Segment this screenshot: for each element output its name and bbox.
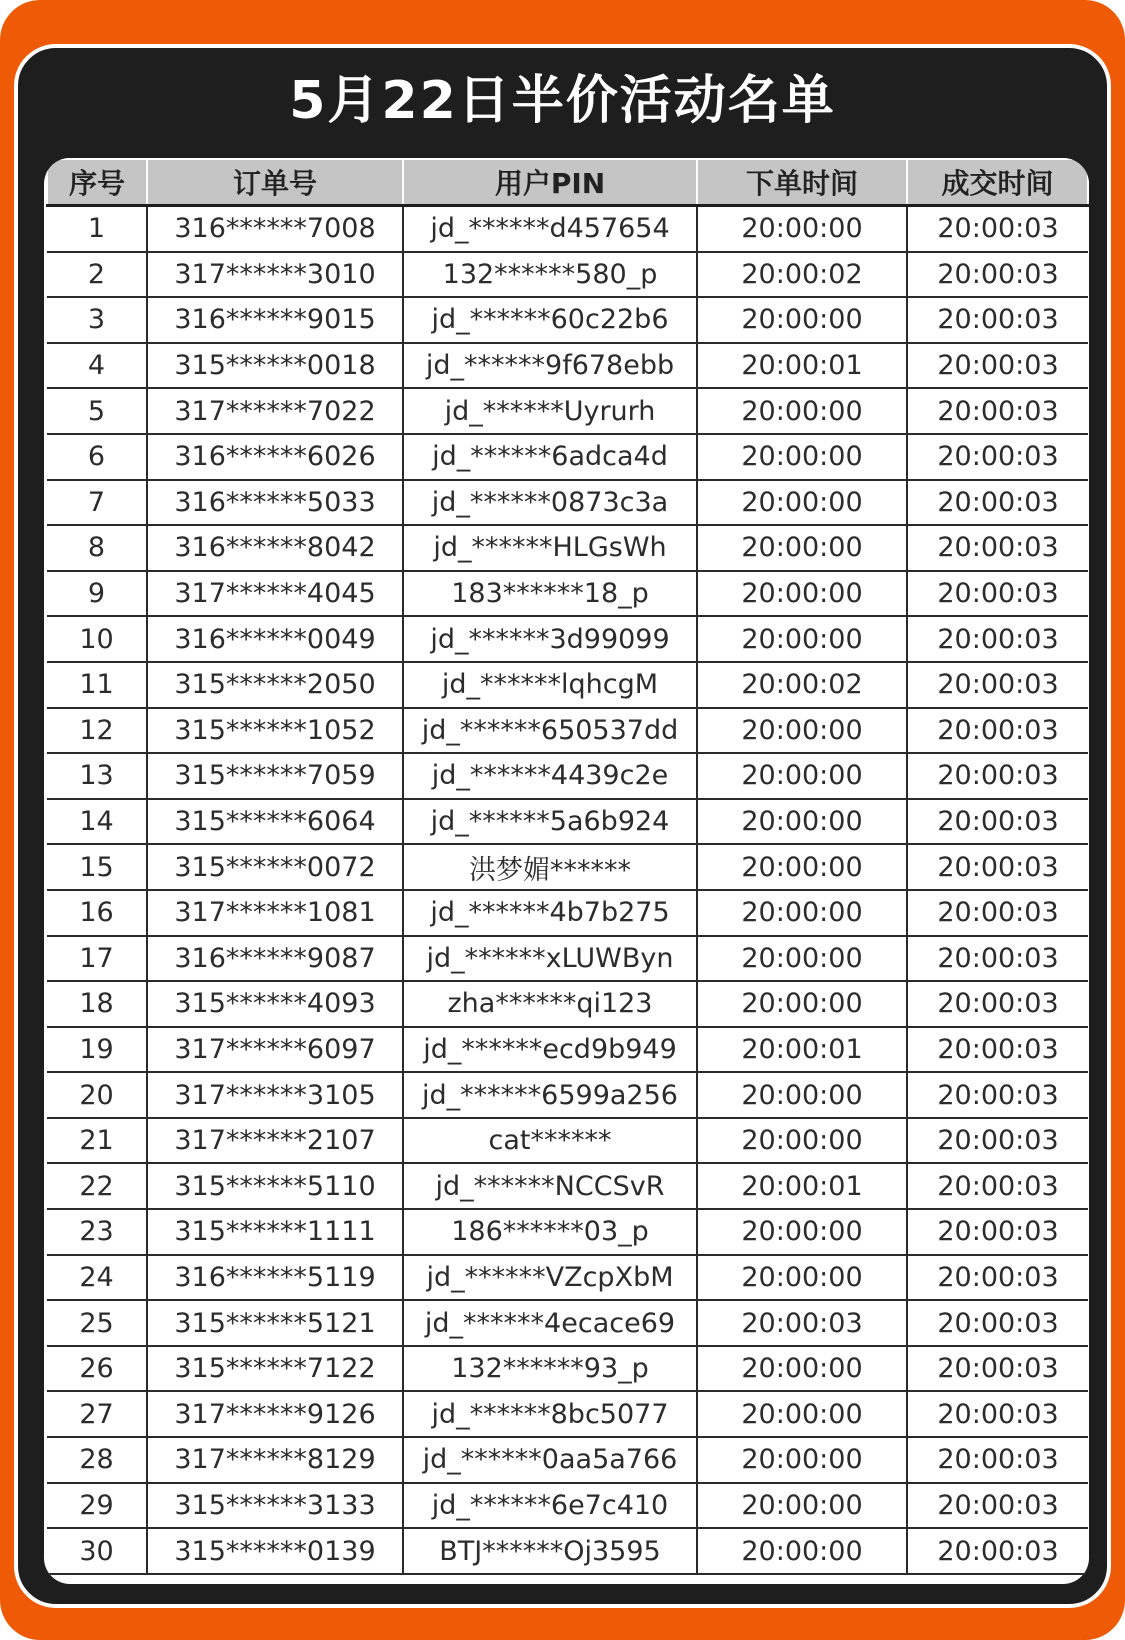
cell-deal-time: 20:00:03	[907, 662, 1088, 708]
table-row	[47, 1300, 1088, 1346]
table-row	[47, 1437, 1088, 1483]
cell-order-number: 317******7022	[147, 388, 403, 434]
cell-order-number: 315******0139	[147, 1528, 403, 1574]
cell-deal-time: 20:00:03	[907, 1255, 1088, 1301]
cell-order-time: 20:00:00	[697, 981, 907, 1027]
cell-deal-time: 20:00:03	[907, 844, 1088, 890]
cell-order-time: 20:00:00	[697, 1391, 907, 1437]
cell-index: 1	[47, 206, 147, 252]
table-row	[47, 434, 1088, 480]
cell-deal-time: 20:00:03	[907, 1209, 1088, 1255]
cell-order-number: 317******8129	[147, 1437, 403, 1483]
cell-order-number: 315******5110	[147, 1163, 403, 1209]
cell-user-pin: jd_******Uyrurh	[403, 388, 697, 434]
cell-order-time: 20:00:03	[697, 1300, 907, 1346]
page-title: 5月22日半价活动名单	[289, 71, 836, 131]
cell-order-number: 315******1111	[147, 1209, 403, 1255]
table-row	[47, 1027, 1088, 1073]
cell-index: 14	[47, 799, 147, 845]
cell-order-number: 315******0018	[147, 343, 403, 389]
table-row	[47, 844, 1088, 890]
table-row	[47, 1391, 1088, 1437]
table-row	[47, 1072, 1088, 1118]
cell-deal-time: 20:00:03	[907, 343, 1088, 389]
cell-order-time: 20:00:00	[697, 936, 907, 982]
cell-order-time: 20:00:00	[697, 388, 907, 434]
cell-index: 7	[47, 480, 147, 526]
cell-order-number: 316******0049	[147, 616, 403, 662]
cell-index: 2	[47, 252, 147, 298]
cell-user-pin: jd_******lqhcgM	[403, 662, 697, 708]
table-header-row	[47, 159, 1088, 206]
cell-deal-time: 20:00:03	[907, 890, 1088, 936]
table-row	[47, 1528, 1088, 1574]
cell-deal-time: 20:00:03	[907, 297, 1088, 343]
cell-index: 23	[47, 1209, 147, 1255]
cell-deal-time: 20:00:03	[907, 1163, 1088, 1209]
cell-index: 29	[47, 1483, 147, 1529]
table-row	[47, 388, 1088, 434]
table-row	[47, 252, 1088, 298]
table-row	[47, 206, 1088, 252]
cell-user-pin: 183******18_p	[403, 571, 697, 617]
cell-user-pin: 洪梦媚******	[403, 844, 697, 890]
cell-user-pin: jd_******xLUWByn	[403, 936, 697, 982]
cell-deal-time: 20:00:03	[907, 1528, 1088, 1574]
cell-deal-time: 20:00:03	[907, 936, 1088, 982]
winners-table	[46, 158, 1089, 1575]
cell-order-number: 317******6097	[147, 1027, 403, 1073]
cell-deal-time: 20:00:03	[907, 1027, 1088, 1073]
table-row	[47, 890, 1088, 936]
cell-order-time: 20:00:00	[697, 434, 907, 480]
cell-deal-time: 20:00:03	[907, 1483, 1088, 1529]
cell-deal-time: 20:00:03	[907, 1346, 1088, 1392]
cell-index: 19	[47, 1027, 147, 1073]
table-row	[47, 936, 1088, 982]
table-row	[47, 616, 1088, 662]
cell-index: 24	[47, 1255, 147, 1301]
cell-deal-time: 20:00:03	[907, 616, 1088, 662]
cell-order-number: 315******4093	[147, 981, 403, 1027]
cell-order-time: 20:00:00	[697, 844, 907, 890]
table-row	[47, 753, 1088, 799]
cell-order-time: 20:00:00	[697, 1437, 907, 1483]
cell-index: 20	[47, 1072, 147, 1118]
header-index: 序号	[47, 159, 147, 206]
cell-index: 17	[47, 936, 147, 982]
cell-index: 18	[47, 981, 147, 1027]
cell-user-pin: jd_******4ecace69	[403, 1300, 697, 1346]
cell-user-pin: jd_******60c22b6	[403, 297, 697, 343]
cell-order-number: 315******2050	[147, 662, 403, 708]
cell-user-pin: jd_******NCCSvR	[403, 1163, 697, 1209]
cell-order-time: 20:00:01	[697, 1027, 907, 1073]
cell-deal-time: 20:00:03	[907, 252, 1088, 298]
cell-order-time: 20:00:00	[697, 1346, 907, 1392]
cell-order-number: 315******3133	[147, 1483, 403, 1529]
cell-deal-time: 20:00:03	[907, 525, 1088, 571]
cell-deal-time: 20:00:03	[907, 799, 1088, 845]
cell-index: 27	[47, 1391, 147, 1437]
cell-order-number: 317******2107	[147, 1118, 403, 1164]
cell-index: 26	[47, 1346, 147, 1392]
table-body	[47, 206, 1088, 1574]
header-order-time: 下单时间	[697, 159, 907, 206]
table-row	[47, 1118, 1088, 1164]
cell-user-pin: jd_******9f678ebb	[403, 343, 697, 389]
cell-deal-time: 20:00:03	[907, 1391, 1088, 1437]
table-row	[47, 480, 1088, 526]
header-order-number: 订单号	[147, 159, 403, 206]
cell-order-time: 20:00:00	[697, 571, 907, 617]
cell-order-number: 316******6026	[147, 434, 403, 480]
cell-index: 22	[47, 1163, 147, 1209]
cell-index: 16	[47, 890, 147, 936]
cell-deal-time: 20:00:03	[907, 1072, 1088, 1118]
cell-order-time: 20:00:00	[697, 890, 907, 936]
cell-order-time: 20:00:02	[697, 252, 907, 298]
cell-user-pin: jd_******5a6b924	[403, 799, 697, 845]
cell-order-time: 20:00:00	[697, 1209, 907, 1255]
table-row	[47, 981, 1088, 1027]
cell-index: 9	[47, 571, 147, 617]
cell-deal-time: 20:00:03	[907, 434, 1088, 480]
cell-index: 13	[47, 753, 147, 799]
cell-order-time: 20:00:02	[697, 662, 907, 708]
cell-user-pin: jd_******0873c3a	[403, 480, 697, 526]
table-row	[47, 1483, 1088, 1529]
cell-order-number: 316******9015	[147, 297, 403, 343]
cell-index: 8	[47, 525, 147, 571]
cell-order-number: 317******9126	[147, 1391, 403, 1437]
cell-order-time: 20:00:01	[697, 343, 907, 389]
table-row	[47, 1346, 1088, 1392]
cell-order-number: 315******7059	[147, 753, 403, 799]
cell-deal-time: 20:00:03	[907, 388, 1088, 434]
cell-user-pin: jd_******650537dd	[403, 708, 697, 754]
cell-deal-time: 20:00:03	[907, 753, 1088, 799]
cell-order-number: 316******5119	[147, 1255, 403, 1301]
cell-order-number: 316******7008	[147, 206, 403, 252]
table-row	[47, 1255, 1088, 1301]
cell-order-number: 315******5121	[147, 1300, 403, 1346]
cell-index: 15	[47, 844, 147, 890]
cell-deal-time: 20:00:03	[907, 571, 1088, 617]
cell-order-number: 316******9087	[147, 936, 403, 982]
cell-deal-time: 20:00:03	[907, 1118, 1088, 1164]
cell-order-time: 20:00:00	[697, 1255, 907, 1301]
cell-order-number: 315******1052	[147, 708, 403, 754]
cell-index: 6	[47, 434, 147, 480]
table-row	[47, 343, 1088, 389]
table-row	[47, 662, 1088, 708]
cell-user-pin: 132******93_p	[403, 1346, 697, 1392]
cell-order-time: 20:00:00	[697, 480, 907, 526]
cell-order-time: 20:00:00	[697, 1118, 907, 1164]
cell-order-time: 20:00:00	[697, 1483, 907, 1529]
cell-user-pin: jd_******3d99099	[403, 616, 697, 662]
cell-user-pin: jd_******6adca4d	[403, 434, 697, 480]
cell-user-pin: zha******qi123	[403, 981, 697, 1027]
cell-index: 21	[47, 1118, 147, 1164]
cell-order-time: 20:00:00	[697, 708, 907, 754]
cell-order-time: 20:00:00	[697, 616, 907, 662]
cell-deal-time: 20:00:03	[907, 1300, 1088, 1346]
cell-index: 11	[47, 662, 147, 708]
cell-deal-time: 20:00:03	[907, 981, 1088, 1027]
cell-user-pin: jd_******VZcpXbM	[403, 1255, 697, 1301]
table-row	[47, 297, 1088, 343]
cell-user-pin: BTJ******Oj3595	[403, 1528, 697, 1574]
cell-order-time: 20:00:00	[697, 799, 907, 845]
cell-order-number: 316******5033	[147, 480, 403, 526]
cell-deal-time: 20:00:03	[907, 1437, 1088, 1483]
cell-order-time: 20:00:00	[697, 297, 907, 343]
table-row	[47, 571, 1088, 617]
cell-deal-time: 20:00:03	[907, 206, 1088, 252]
cell-user-pin: jd_******4439c2e	[403, 753, 697, 799]
cell-user-pin: jd_******4b7b275	[403, 890, 697, 936]
cell-user-pin: jd_******6599a256	[403, 1072, 697, 1118]
cell-index: 4	[47, 343, 147, 389]
cell-user-pin: 186******03_p	[403, 1209, 697, 1255]
cell-order-time: 20:00:00	[697, 206, 907, 252]
cell-user-pin: jd_******HLGsWh	[403, 525, 697, 571]
cell-order-number: 317******4045	[147, 571, 403, 617]
table-row	[47, 799, 1088, 845]
cell-order-time: 20:00:00	[697, 525, 907, 571]
cell-index: 28	[47, 1437, 147, 1483]
cell-order-number: 317******3010	[147, 252, 403, 298]
cell-order-number: 317******1081	[147, 890, 403, 936]
cell-index: 5	[47, 388, 147, 434]
cell-user-pin: jd_******ecd9b949	[403, 1027, 697, 1073]
table-row	[47, 1209, 1088, 1255]
header-deal-time: 成交时间	[907, 159, 1088, 206]
cell-order-time: 20:00:00	[697, 1528, 907, 1574]
table-container	[44, 158, 1089, 1584]
cell-user-pin: jd_******8bc5077	[403, 1391, 697, 1437]
cell-order-number: 315******7122	[147, 1346, 403, 1392]
list-panel	[14, 44, 1111, 1608]
cell-user-pin: jd_******d457654	[403, 206, 697, 252]
cell-index: 3	[47, 297, 147, 343]
cell-index: 30	[47, 1528, 147, 1574]
cell-order-number: 315******0072	[147, 844, 403, 890]
cell-order-number: 315******6064	[147, 799, 403, 845]
header-user-pin: 用户PIN	[403, 159, 697, 206]
cell-order-number: 317******3105	[147, 1072, 403, 1118]
table-row	[47, 708, 1088, 754]
cell-index: 12	[47, 708, 147, 754]
cell-order-time: 20:00:01	[697, 1163, 907, 1209]
cell-order-number: 316******8042	[147, 525, 403, 571]
table-row	[47, 1163, 1088, 1209]
cell-index: 25	[47, 1300, 147, 1346]
cell-index: 10	[47, 616, 147, 662]
cell-deal-time: 20:00:03	[907, 708, 1088, 754]
cell-user-pin: cat******	[403, 1118, 697, 1164]
cell-user-pin: 132******580_p	[403, 252, 697, 298]
cell-user-pin: jd_******6e7c410	[403, 1483, 697, 1529]
cell-deal-time: 20:00:03	[907, 480, 1088, 526]
table-row	[47, 525, 1088, 571]
cell-order-time: 20:00:00	[697, 753, 907, 799]
cell-order-time: 20:00:00	[697, 1072, 907, 1118]
cell-user-pin: jd_******0aa5a766	[403, 1437, 697, 1483]
